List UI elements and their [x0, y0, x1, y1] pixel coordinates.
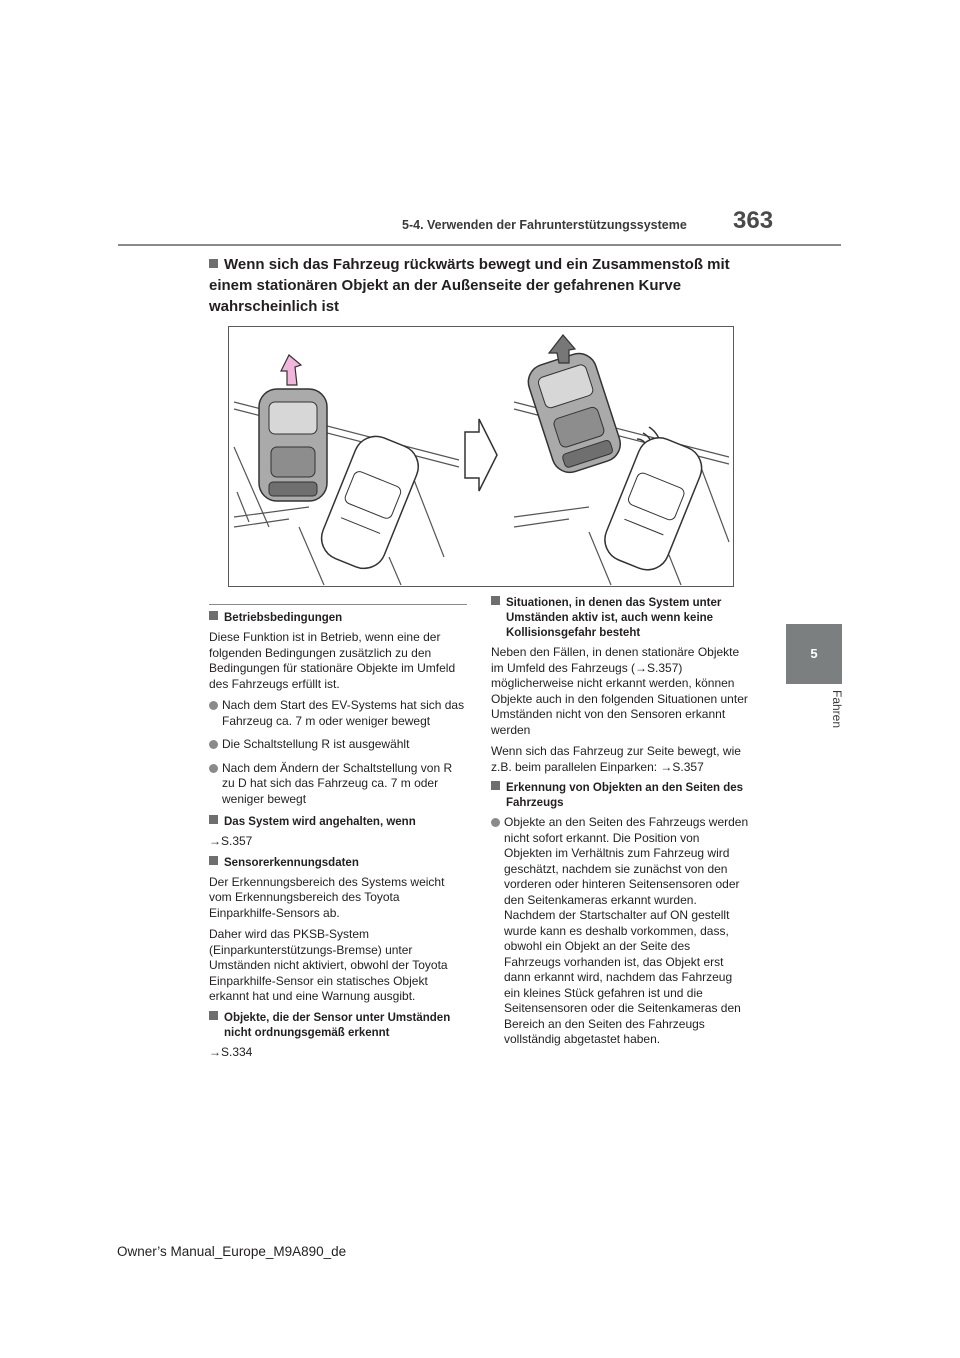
parking-illustration	[229, 327, 733, 586]
main-heading-text: Wenn sich das Fahrzeug rückwärts bewegt und ein Zusammenstoß mit einem stationären Objekt an der Außenseite der gefahrenen Kurve wahrscheinlich ist	[209, 256, 730, 315]
betrieb-heading-text: Betriebsbedingungen	[224, 612, 343, 624]
footer-manual-id: Owner’s Manual_Europe_M9A890_de	[117, 1244, 347, 1259]
situation-text-2: Wenn sich das Fahrzeug zur Seite bewegt, wie z.B. beim parallelen Einparken: →S.357	[491, 744, 741, 774]
column-divider	[209, 604, 467, 605]
page-reference-link[interactable]: →S.357	[209, 834, 253, 848]
bullet-text: Nach dem Ändern der Schaltstellung von R zu D hat sich das Fahrzeug ca. 7 m oder weniger bewegt	[222, 760, 453, 806]
header-divider	[118, 244, 841, 246]
heading-square-icon	[209, 856, 218, 865]
sensor-text-1: Der Erkennungsbereich des Systems weicht vom Erkennungsbereich des Toyota Einparkhilfe-Sensors ab.	[209, 874, 445, 920]
bullet-icon	[209, 740, 218, 749]
list-item	[209, 698, 467, 729]
reversing-car-right	[524, 349, 625, 477]
angehalten-heading	[209, 815, 467, 830]
erkennung-heading-text: Erkennung von Objekten an den Seiten des Fahrzeugs	[506, 782, 744, 809]
main-heading	[209, 254, 739, 317]
bullet-text: Nach dem Start des EV-Systems hat sich das Fahrzeug ca. 7 m oder weniger bewegt	[222, 698, 465, 728]
angehalten-heading-text: Das System wird angehalten, wenn	[224, 816, 416, 828]
heading-square-icon	[491, 781, 500, 790]
bullet-text: Objekte an den Seiten des Fahrzeugs werden nicht sofort erkannt. Die Position von Objekten im Verhältnis zum Fahrzeug wird geschätzt, nachdem sie zunächst von den vorderen oder hinteren Seitensensoren oder den Seitenkameras erkannt wurden. Nachdem der Startschalter auf ON gestellt wurde kann es deshalb vorkommen, dass, obwohl ein Objekt an der Seite des Fahrzeugs vorhanden ist, das Objekt erst dann erkannt wird, nachdem das Fahrzeug ein kleines Stück gefahren ist und die Seitensensoren oder die Seitenkameras den Bereich an den Seiten des Fahrzeugs vollständig abgetastet haben.	[504, 815, 749, 1046]
heading-square-icon	[209, 1011, 218, 1020]
heading-square-icon	[209, 611, 218, 620]
heading-square-icon	[209, 815, 218, 824]
sensor-heading-text: Sensorerkennungsdaten	[224, 856, 359, 869]
bullet-text: Die Schaltstellung R ist ausgewählt	[222, 737, 410, 751]
parked-car-left	[315, 430, 425, 575]
list-item	[209, 761, 467, 808]
situation-text-1: Neben den Fällen, in denen stationäre Objekte im Umfeld des Fahrzeugs (→S.357) möglicherweise nicht erkannt werden, können Objekte auch in den folgenden Situationen unter Umständen nicht von den Sensoren erkannt werden	[491, 645, 748, 737]
chapter-tab[interactable]: 5	[786, 624, 842, 684]
chapter-label: Fahren	[830, 690, 844, 729]
bullet-icon	[209, 701, 218, 710]
bullet-icon	[209, 764, 218, 773]
sensor-heading	[209, 856, 467, 871]
reversing-car-left	[259, 389, 327, 501]
betrieb-heading	[209, 611, 467, 626]
heading-square-icon	[491, 596, 500, 605]
erkennung-heading	[491, 781, 749, 811]
page-number: 363	[733, 207, 774, 234]
objekte-heading	[209, 1011, 467, 1041]
list-item	[491, 815, 749, 1048]
betrieb-text: Diese Funktion ist in Betrieb, wenn eine der folgenden Bedingungen zusätzlich zu den Bedingungen für stationäre Objekte im Umfeld des Fahrzeugs erfüllt ist.	[209, 630, 456, 691]
bullet-icon	[491, 818, 500, 827]
situation-heading-text: Situationen, in denen das System unter Umständen aktiv ist, auch wenn keine Kollisionsgefahr besteht	[506, 597, 722, 639]
list-item	[209, 737, 467, 753]
situation-heading	[491, 596, 749, 641]
transition-arrow-icon	[465, 419, 497, 491]
illustration	[228, 326, 734, 587]
objekte-heading-text: Objekte, die der Sensor unter Umständen nicht ordnungsgemäß erkennt	[224, 1011, 451, 1039]
reverse-arrow-icon	[281, 355, 301, 385]
left-column	[209, 604, 467, 1066]
sensor-text-2: Daher wird das PKSB-System (Einparkunterstützungs-Bremse) unter Umständen nicht aktiviert, obwohl der Toyota Einparkhilfe-Sensor ein statisches Objekt erkannt hat und eine Warnung ausgibt.	[209, 927, 448, 1003]
section-title: 5-4. Verwenden der Fahrunterstützungssysteme	[402, 218, 687, 232]
page-reference-link[interactable]: →S.334	[209, 1044, 253, 1059]
right-column	[491, 596, 749, 1056]
heading-square-icon	[209, 259, 218, 268]
